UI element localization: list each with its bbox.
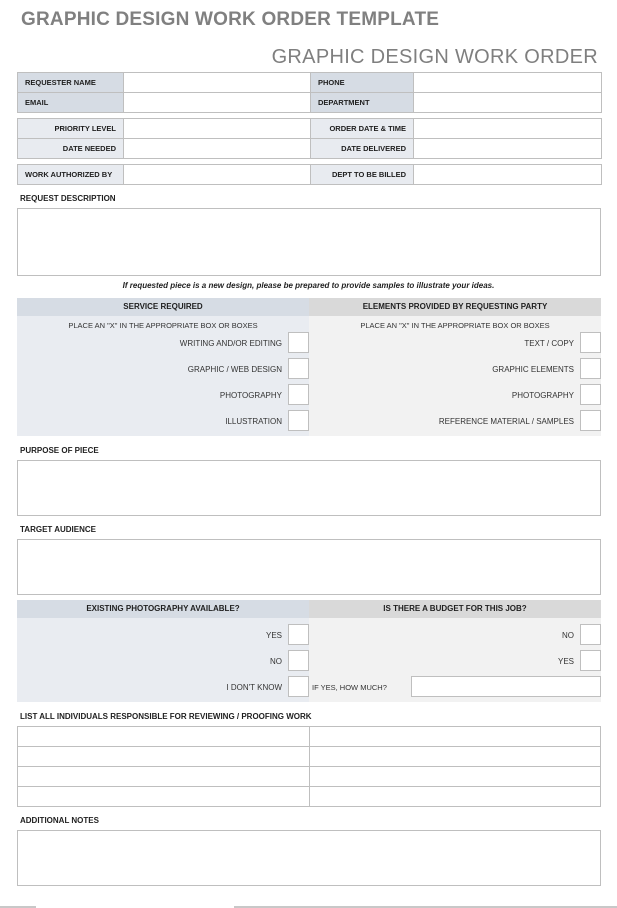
budget-amount-label: IF YES, HOW MUCH? [312, 683, 387, 692]
requester-name-label: REQUESTER NAME [18, 73, 124, 93]
target-audience-field[interactable] [17, 539, 601, 595]
service-option[interactable] [17, 332, 309, 358]
reviewer-cell[interactable] [18, 767, 310, 787]
photography-option[interactable] [17, 624, 309, 650]
photography-option-label: I DON'T KNOW [226, 683, 282, 692]
existing-photography-panel [17, 600, 309, 702]
document-title: GRAPHIC DESIGN WORK ORDER TEMPLATE [21, 9, 440, 30]
photo-yes-checkbox[interactable] [288, 624, 309, 645]
table-row [18, 727, 601, 747]
additional-notes-label: ADDITIONAL NOTES [20, 816, 99, 825]
service-option[interactable] [17, 384, 309, 410]
work-authorized-by-label: WORK AUTHORIZED BY [18, 165, 124, 185]
department-label: DEPARTMENT [311, 93, 414, 113]
service-option-label: GRAPHIC / WEB DESIGN [187, 365, 282, 374]
service-option[interactable] [17, 410, 309, 436]
graphic-elements-checkbox[interactable] [580, 358, 601, 379]
reviewer-cell[interactable] [309, 727, 601, 747]
reviewers-label: LIST ALL INDIVIDUALS RESPONSIBLE FOR REVIEWING / PROOFING WORK [20, 712, 312, 721]
order-date-time-field[interactable] [414, 119, 602, 139]
element-option[interactable] [309, 358, 601, 384]
reviewer-cell[interactable] [309, 747, 601, 767]
budget-amount-row [309, 676, 601, 702]
reviewer-cell[interactable] [18, 787, 310, 807]
text-copy-checkbox[interactable] [580, 332, 601, 353]
date-needed-field[interactable] [124, 139, 311, 159]
element-photography-checkbox[interactable] [580, 384, 601, 405]
service-required-instruction: PLACE AN "X" IN THE APPROPRIATE BOX OR BOXES [68, 321, 258, 330]
existing-photography-header: EXISTING PHOTOGRAPHY AVAILABLE? [17, 600, 309, 618]
table-row [18, 767, 601, 787]
department-field[interactable] [414, 93, 602, 113]
element-option-label: GRAPHIC ELEMENTS [492, 365, 574, 374]
budget-amount-field[interactable] [411, 676, 601, 697]
photography-option-label: NO [270, 657, 282, 666]
purpose-of-piece-field[interactable] [17, 460, 601, 516]
dates-table [17, 118, 602, 159]
element-option-label: PHOTOGRAPHY [511, 391, 574, 400]
photo-no-checkbox[interactable] [288, 650, 309, 671]
element-option-label: TEXT / COPY [524, 339, 574, 348]
budget-yes-checkbox[interactable] [580, 650, 601, 671]
elements-provided-panel [309, 298, 601, 436]
element-option[interactable] [309, 410, 601, 436]
contact-table [17, 72, 602, 113]
additional-notes-field[interactable] [17, 830, 601, 886]
service-required-header: SERVICE REQUIRED [17, 298, 309, 316]
element-option-label: REFERENCE MATERIAL / SAMPLES [438, 417, 574, 426]
budget-option[interactable] [309, 624, 601, 650]
email-label: EMAIL [18, 93, 124, 113]
authorization-table [17, 164, 602, 185]
date-needed-label: DATE NEEDED [18, 139, 124, 159]
reviewers-table [17, 726, 601, 807]
graphic-web-design-checkbox[interactable] [288, 358, 309, 379]
target-audience-label: TARGET AUDIENCE [20, 525, 96, 534]
date-delivered-field[interactable] [414, 139, 602, 159]
requester-name-field[interactable] [124, 73, 311, 93]
reference-material-checkbox[interactable] [580, 410, 601, 431]
priority-level-field[interactable] [124, 119, 311, 139]
reviewer-cell[interactable] [309, 787, 601, 807]
photo-dont-know-checkbox[interactable] [288, 676, 309, 697]
date-delivered-label: DATE DELIVERED [311, 139, 414, 159]
writing-editing-checkbox[interactable] [288, 332, 309, 353]
dept-to-be-billed-label: DEPT TO BE BILLED [311, 165, 414, 185]
illustration-checkbox[interactable] [288, 410, 309, 431]
request-description-label: REQUEST DESCRIPTION [20, 194, 116, 203]
photography-option[interactable] [17, 676, 309, 702]
budget-panel [309, 600, 601, 702]
budget-option-label: YES [557, 657, 574, 666]
dept-to-be-billed-field[interactable] [414, 165, 602, 185]
priority-level-label: PRIORITY LEVEL [18, 119, 124, 139]
reviewer-cell[interactable] [309, 767, 601, 787]
elements-provided-header: ELEMENTS PROVIDED BY REQUESTING PARTY [309, 298, 601, 316]
service-option[interactable] [17, 358, 309, 384]
elements-provided-instruction: PLACE AN "X" IN THE APPROPRIATE BOX OR BOXES [360, 321, 550, 330]
work-authorized-by-field[interactable] [124, 165, 311, 185]
email-field[interactable] [124, 93, 311, 113]
photography-option-label: YES [265, 631, 282, 640]
photography-checkbox[interactable] [288, 384, 309, 405]
order-date-time-label: ORDER DATE & TIME [311, 119, 414, 139]
service-option-label: WRITING AND/OR EDITING [179, 339, 282, 348]
service-option-label: ILLUSTRATION [225, 417, 282, 426]
element-option[interactable] [309, 332, 601, 358]
service-required-panel [17, 298, 309, 436]
photography-option[interactable] [17, 650, 309, 676]
phone-field[interactable] [414, 73, 602, 93]
reviewer-cell[interactable] [18, 747, 310, 767]
budget-header: IS THERE A BUDGET FOR THIS JOB? [309, 600, 601, 618]
phone-label: PHONE [311, 73, 414, 93]
form-title: GRAPHIC DESIGN WORK ORDER [271, 46, 598, 68]
element-option[interactable] [309, 384, 601, 410]
purpose-of-piece-label: PURPOSE OF PIECE [20, 446, 99, 455]
budget-option[interactable] [309, 650, 601, 676]
request-description-field[interactable] [17, 208, 601, 276]
service-option-label: PHOTOGRAPHY [219, 391, 282, 400]
table-row [18, 787, 601, 807]
samples-note: If requested piece is a new design, please be prepared to provide samples to illustrate your ideas. [122, 281, 495, 290]
budget-no-checkbox[interactable] [580, 624, 601, 645]
budget-option-label: NO [562, 631, 574, 640]
table-row [18, 747, 601, 767]
reviewer-cell[interactable] [18, 727, 310, 747]
